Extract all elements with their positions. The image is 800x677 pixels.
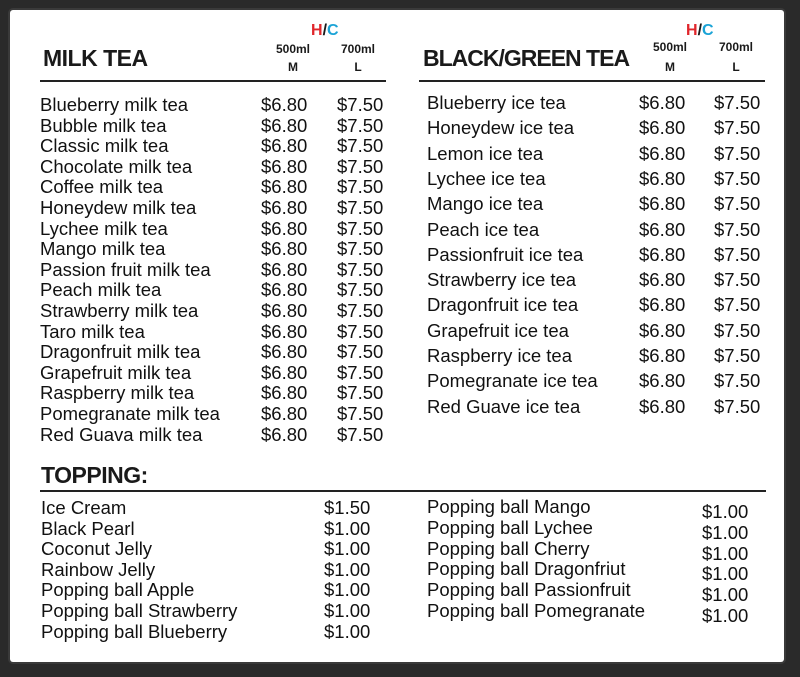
milk-tea-price-m: $6.80 [261, 94, 308, 115]
milk-tea-item-name: Classic milk tea [40, 135, 169, 157]
milk-tea-price-m: $6.80 [261, 197, 308, 218]
milk-tea-item-name: Coffee milk tea [40, 176, 164, 198]
black-green-tea-size-m-ml: 500ml [652, 40, 688, 54]
black-green-tea-price-m: $6.80 [639, 370, 686, 392]
milk-tea-hot-cold-label [311, 22, 339, 40]
topping-left-price: $1.00 [324, 620, 371, 642]
black-green-tea-price-m: $6.80 [639, 167, 686, 189]
milk-tea-price-l: $7.50 [337, 155, 384, 177]
milk-tea-item-name: Red Guava milk tea [40, 423, 203, 445]
milk-tea-price-l: $7.50 [337, 258, 384, 280]
black-green-tea-price-l: $7.50 [714, 395, 761, 417]
hot-label: H [311, 22, 323, 39]
topping-left-price: $1.00 [324, 517, 371, 539]
black-green-tea-price-m: $6.80 [639, 92, 686, 113]
milk-tea-size-m-ml: 500ml [275, 42, 311, 56]
black-green-tea-size-m-letter: M [665, 60, 675, 74]
topping-left-price: $1.50 [324, 497, 371, 518]
milk-tea-item-name: Pomegranate milk tea [40, 403, 220, 424]
black-green-tea-item-name: Passionfruit ice tea [427, 243, 584, 265]
milk-tea-item-name: Chocolate milk tea [40, 155, 193, 177]
topping-right-item-name: Popping ball Pomegranate [427, 600, 646, 621]
topping-left-item-name: Popping ball Strawberry [41, 600, 238, 621]
topping-left-item-name: Black Pearl [41, 517, 135, 539]
black-green-tea-price-m: $6.80 [639, 218, 686, 240]
black-green-tea-item-name: Raspberry ice tea [427, 345, 572, 366]
milk-tea-price-m: $6.80 [261, 114, 308, 136]
milk-tea-size-l-letter: L [354, 60, 362, 74]
milk-tea-item-name: Passion fruit milk tea [40, 258, 211, 280]
topping-left-item-name: Rainbow Jelly [41, 558, 156, 580]
milk-tea-item-name: Honeydew milk tea [40, 197, 197, 218]
milk-tea-price-m: $6.80 [261, 382, 308, 404]
milk-tea-size-l-ml: 700ml [340, 42, 376, 56]
black-green-tea-item-name: Strawberry ice tea [427, 269, 577, 291]
black-green-tea-price-l: $7.50 [714, 294, 761, 316]
hot-label: H [686, 22, 698, 39]
black-green-tea-item-name: Blueberry ice tea [427, 92, 566, 113]
hc-slash: / [322, 22, 328, 39]
topping-right-price: $1.00 [702, 521, 749, 543]
milk-tea-price-m: $6.80 [261, 176, 308, 198]
milk-tea-price-l: $7.50 [337, 403, 384, 424]
black-green-tea-size-l-letter: L [732, 60, 740, 74]
milk-tea-price-m: $6.80 [261, 135, 308, 157]
black-green-tea-price-m: $6.80 [639, 117, 686, 139]
topping-right-price: $1.00 [702, 542, 749, 564]
topping-left-price: $1.00 [324, 579, 371, 601]
hc-slash: / [697, 22, 703, 39]
black-green-tea-item-name: Mango ice tea [427, 193, 544, 215]
black-green-tea-price-m: $6.80 [639, 243, 686, 265]
black-green-tea-price-l: $7.50 [714, 269, 761, 291]
topping-right-price: $1.00 [702, 605, 749, 626]
milk-tea-price-l: $7.50 [337, 382, 384, 404]
milk-tea-header-rule [40, 80, 386, 82]
milk-tea-title: MILK TEA [43, 45, 148, 71]
topping-right-price: $1.00 [702, 501, 749, 522]
milk-tea-item-name: Taro milk tea [40, 320, 145, 342]
topping-left-item-name: Popping ball Apple [41, 579, 195, 601]
black-green-tea-price-m: $6.80 [639, 294, 686, 316]
milk-tea-size-m-letter: M [288, 60, 298, 74]
milk-tea-price-l: $7.50 [337, 114, 384, 136]
milk-tea-item-name: Bubble milk tea [40, 114, 167, 136]
milk-tea-item-name: Peach milk tea [40, 279, 162, 301]
milk-tea-price-l: $7.50 [337, 320, 384, 342]
topping-right-item-name: Popping ball Passionfruit [427, 579, 631, 601]
topping-right-price: $1.00 [702, 563, 749, 585]
black-green-tea-item-name: Pomegranate ice tea [427, 370, 598, 392]
black-green-tea-price-m: $6.80 [639, 319, 686, 341]
milk-tea-price-l: $7.50 [337, 135, 384, 157]
black-green-tea-price-l: $7.50 [714, 117, 761, 139]
black-green-tea-item-name: Lychee ice tea [427, 167, 546, 189]
black-green-tea-item-name: Peach ice tea [427, 218, 540, 240]
milk-tea-item-name: Lychee milk tea [40, 217, 168, 239]
topping-right-price: $1.00 [702, 584, 749, 606]
milk-tea-price-m: $6.80 [261, 279, 308, 301]
milk-tea-price-m: $6.80 [261, 423, 308, 445]
topping-header-rule [40, 490, 766, 492]
milk-tea-price-l: $7.50 [337, 279, 384, 301]
black-green-tea-item-name: Red Guave ice tea [427, 395, 581, 417]
black-green-tea-item-name: Honeydew ice tea [427, 117, 575, 139]
milk-tea-item-name: Dragonfruit milk tea [40, 341, 201, 363]
milk-tea-item-name: Raspberry milk tea [40, 382, 195, 404]
milk-tea-price-m: $6.80 [261, 238, 308, 260]
milk-tea-price-l: $7.50 [337, 300, 384, 321]
black-green-tea-price-l: $7.50 [714, 345, 761, 366]
topping-left-price: $1.00 [324, 558, 371, 580]
milk-tea-price-l: $7.50 [337, 423, 384, 445]
black-green-tea-price-l: $7.50 [714, 370, 761, 392]
milk-tea-price-l: $7.50 [337, 238, 384, 260]
cold-label: C [327, 22, 339, 39]
milk-tea-price-l: $7.50 [337, 341, 384, 363]
black-green-tea-title: BLACK/GREEN TEA [423, 45, 630, 71]
milk-tea-price-m: $6.80 [261, 258, 308, 280]
topping-left-price: $1.00 [324, 538, 371, 560]
topping-left-price: $1.00 [324, 600, 371, 621]
black-green-tea-price-l: $7.50 [714, 218, 761, 240]
topping-right-item-name: Popping ball Mango [427, 496, 591, 517]
black-green-tea-price-m: $6.80 [639, 193, 686, 215]
milk-tea-price-m: $6.80 [261, 217, 308, 239]
milk-tea-price-m: $6.80 [261, 403, 308, 424]
topping-title: TOPPING: [41, 462, 148, 488]
black-green-tea-price-l: $7.50 [714, 142, 761, 164]
topping-right-item-name: Popping ball Cherry [427, 537, 590, 559]
black-green-tea-item-name: Grapefruit ice tea [427, 319, 569, 341]
milk-tea-price-m: $6.80 [261, 361, 308, 383]
milk-tea-price-m: $6.80 [261, 155, 308, 177]
milk-tea-price-l: $7.50 [337, 94, 384, 115]
topping-right-item-name: Popping ball Lychee [427, 516, 593, 538]
black-green-tea-price-l: $7.50 [714, 193, 761, 215]
milk-tea-price-m: $6.80 [261, 320, 308, 342]
milk-tea-price-l: $7.50 [337, 361, 384, 383]
black-green-tea-item-name: Dragonfruit ice tea [427, 294, 579, 316]
milk-tea-price-m: $6.80 [261, 300, 308, 321]
milk-tea-item-name: Grapefruit milk tea [40, 361, 192, 383]
milk-tea-item-name: Blueberry milk tea [40, 94, 189, 115]
milk-tea-item-name: Mango milk tea [40, 238, 166, 260]
black-green-tea-hot-cold-label [686, 22, 714, 40]
milk-tea-price-m: $6.80 [261, 341, 308, 363]
cold-label: C [702, 22, 714, 39]
black-green-tea-price-m: $6.80 [639, 269, 686, 291]
black-green-tea-price-m: $6.80 [639, 345, 686, 366]
black-green-tea-item-name: Lemon ice tea [427, 142, 544, 164]
topping-left-item-name: Popping ball Blueberry [41, 620, 228, 642]
milk-tea-price-l: $7.50 [337, 217, 384, 239]
black-green-tea-price-l: $7.50 [714, 243, 761, 265]
topping-left-item-name: Ice Cream [41, 497, 127, 518]
milk-tea-price-l: $7.50 [337, 197, 384, 218]
black-green-tea-price-l: $7.50 [714, 167, 761, 189]
milk-tea-price-l: $7.50 [337, 176, 384, 198]
black-green-tea-header-rule [419, 80, 765, 82]
topping-right-item-name: Popping ball Dragonfriut [427, 558, 626, 580]
topping-left-item-name: Coconut Jelly [41, 538, 153, 560]
black-green-tea-price-m: $6.80 [639, 142, 686, 164]
black-green-tea-price-m: $6.80 [639, 395, 686, 417]
milk-tea-item-name: Strawberry milk tea [40, 300, 199, 321]
black-green-tea-size-l-ml: 700ml [718, 40, 754, 54]
black-green-tea-price-l: $7.50 [714, 92, 761, 113]
black-green-tea-price-l: $7.50 [714, 319, 761, 341]
